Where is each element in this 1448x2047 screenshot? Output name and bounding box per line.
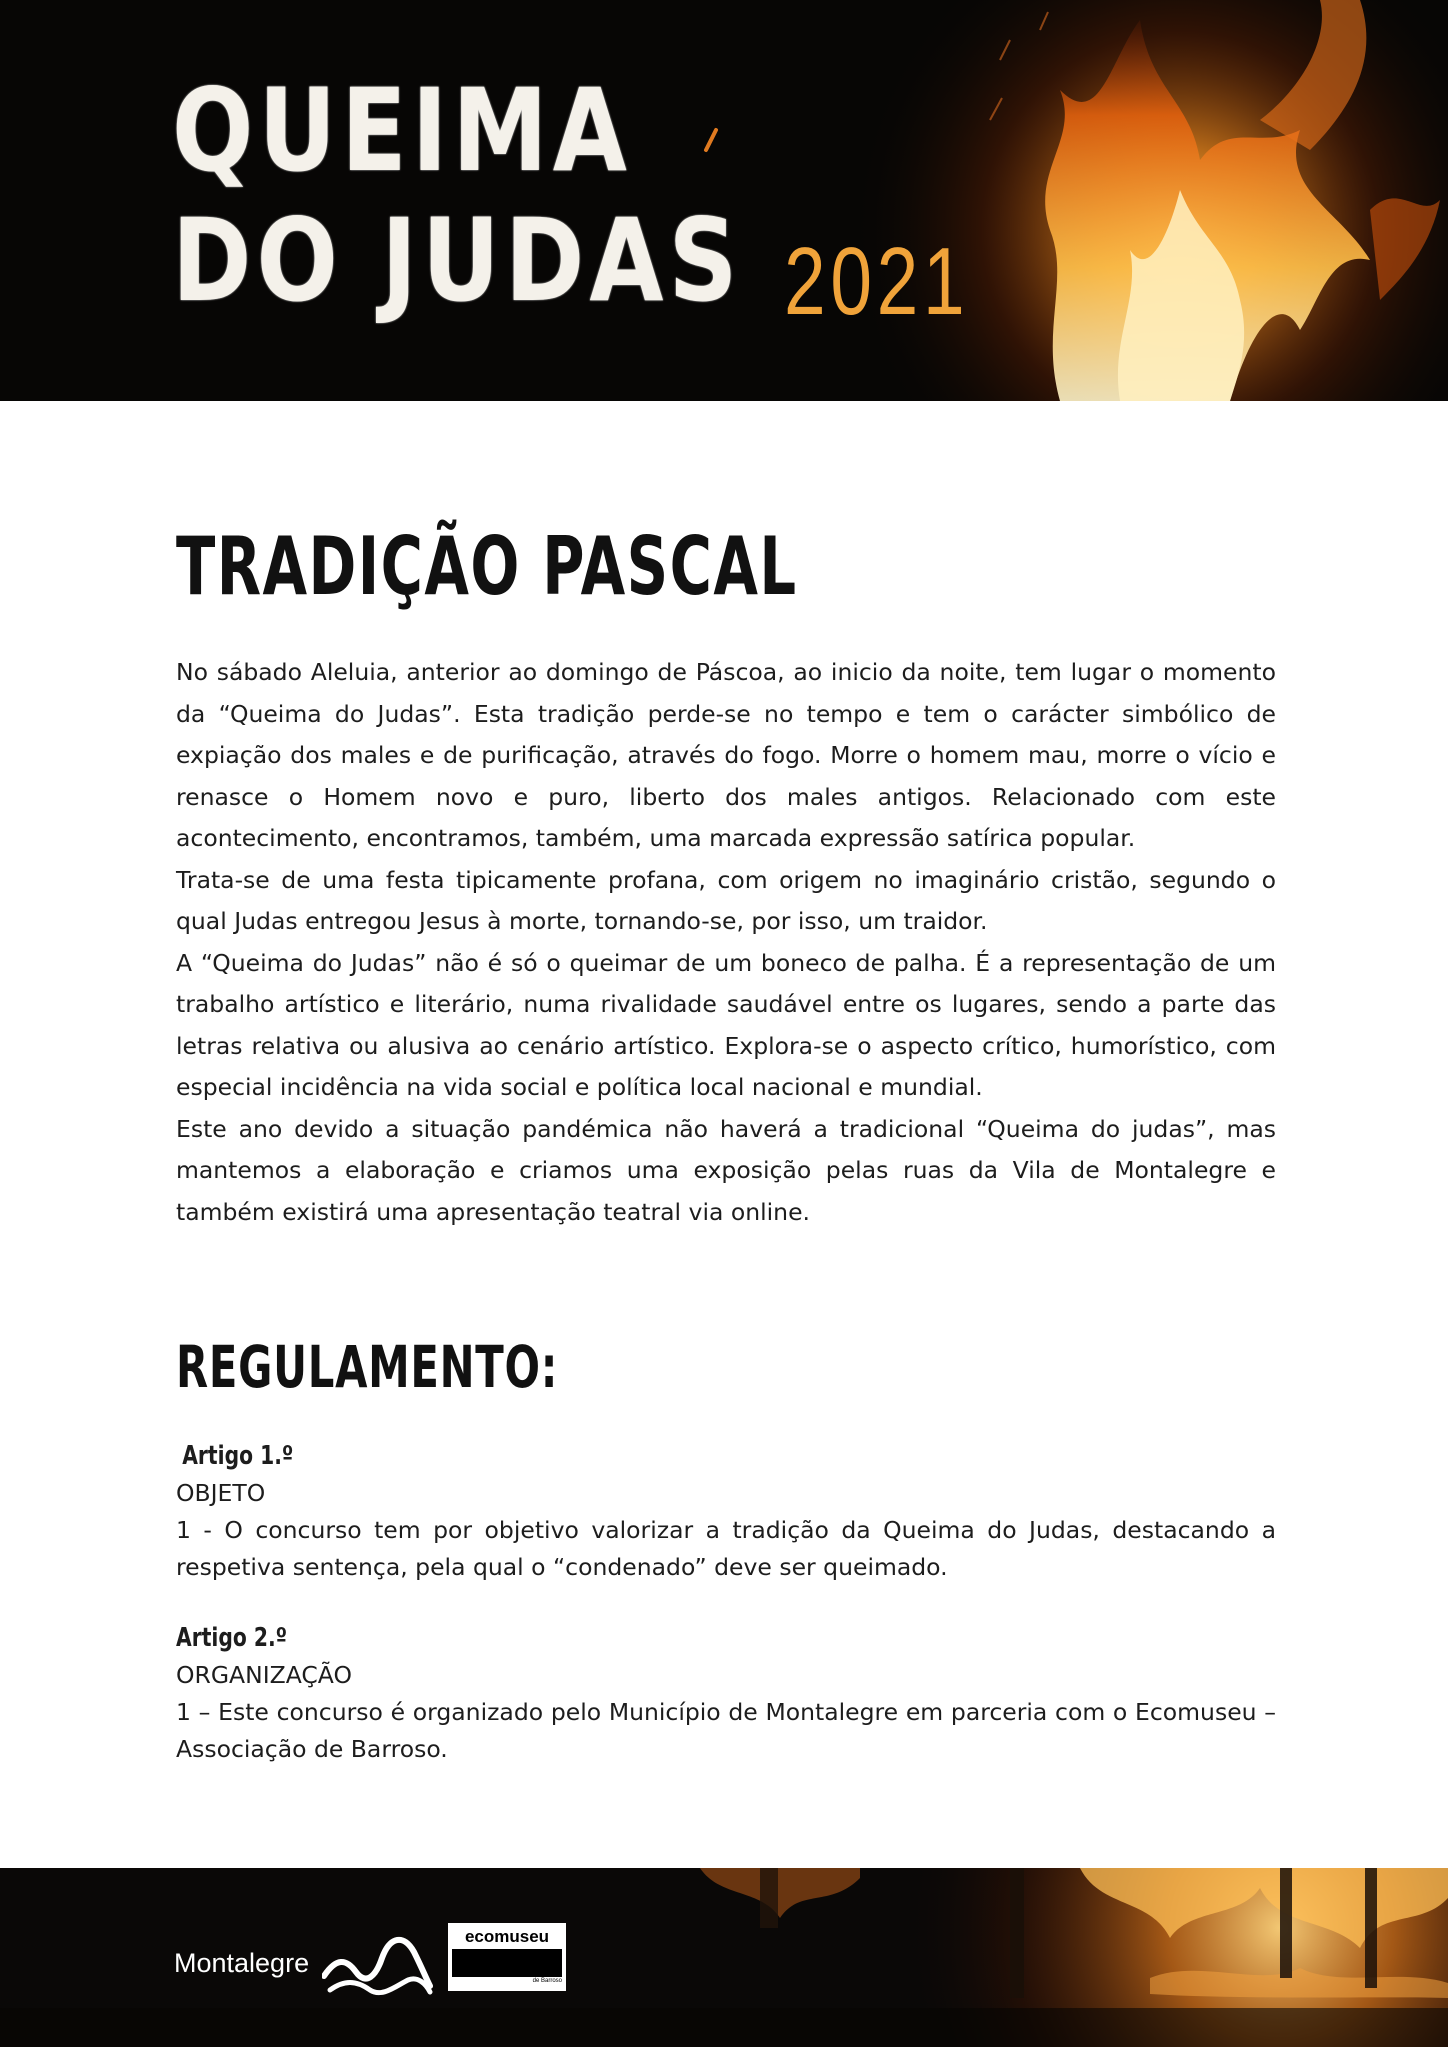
article-subtitle: OBJETO [176, 1479, 266, 1507]
ecomuseu-logo-text: ecomuseu [464, 1927, 550, 1946]
montalegre-logo-text: Montalegre [174, 1948, 310, 1978]
article-text: 1 – Este concurso é organizado pelo Município de Montalegre em parceria com o Ecomuseu – Associação de Barroso. [176, 1698, 1276, 1763]
section-heading-tradicao: TRADIÇÃO PASCAL [176, 520, 798, 613]
intro-paragraph-3: A “Queima do Judas” não é só o queimar de um boneco de palha. É a representação de um trabalho artístico e literário, numa rivalidade saudável entre os lugares, sendo a parte das letras relativa ou alusiva ao cenário artístico. Explora-se o aspecto crítico, humorístico, com especial incidência na vida social e política local nacional e mundial. [176, 948, 1276, 1101]
ecomuseu-logo [448, 1923, 566, 1991]
intro-paragraph-2: Trata-se de uma festa tipicamente profana, com origem no imaginário cristão, segundo o qual Judas entregou Jesus à morte, tornando-se, por isso, um traidor. [176, 865, 1276, 935]
event-title-line-2: DO JUDAS [172, 194, 743, 327]
ecomuseu-logo-subtext: de Barroso [532, 1978, 562, 1984]
intro-text [176, 652, 1276, 1233]
ecomuseu-logo-mark [452, 1949, 562, 1977]
article-title: Artigo 1.º [182, 1441, 294, 1471]
event-title [172, 66, 743, 326]
article-2 [176, 1619, 1276, 1768]
montalegre-logo [174, 1924, 434, 2004]
article-1 [176, 1437, 1276, 1586]
intro-paragraph-4: Este ano devido a situação pandémica não haverá a tradicional “Queima do judas”, mas mantemos a elaboração e criamos uma exposição pelas ruas da Vila de Montalegre e também existirá uma apresentação teatral via online. [176, 1114, 1276, 1226]
article-text: 1 - O concurso tem por objetivo valorizar a tradição da Queima do Judas, destacando a respetiva sentença, pela qual o “condenado” deve ser queimado. [176, 1516, 1276, 1581]
article-subtitle: ORGANIZAÇÃO [176, 1661, 352, 1689]
event-title-line-1: QUEIMA [172, 64, 632, 197]
event-year: 2021 [784, 228, 970, 335]
intro-paragraph-1: No sábado Aleluia, anterior ao domingo de Páscoa, ao inicio da noite, tem lugar o momento da “Queima do Judas”. Esta tradição perde-se no tempo e tem o carácter simbólico de expiação dos males e de purificação, através do fogo. Morre o homem mau, morre o vício e renasce o Homem novo e puro, liberto dos males antigos. Relacionado com este acontecimento, encontramos, também, uma marcada expressão satírica popular. [176, 658, 1276, 852]
article-title: Artigo 2.º [176, 1623, 288, 1653]
section-heading-regulamento: REGULAMENTO: [176, 1333, 559, 1401]
hero-banner [0, 0, 1448, 401]
footer-banner [0, 1868, 1448, 2047]
wave-logo-icon [322, 1928, 434, 1998]
